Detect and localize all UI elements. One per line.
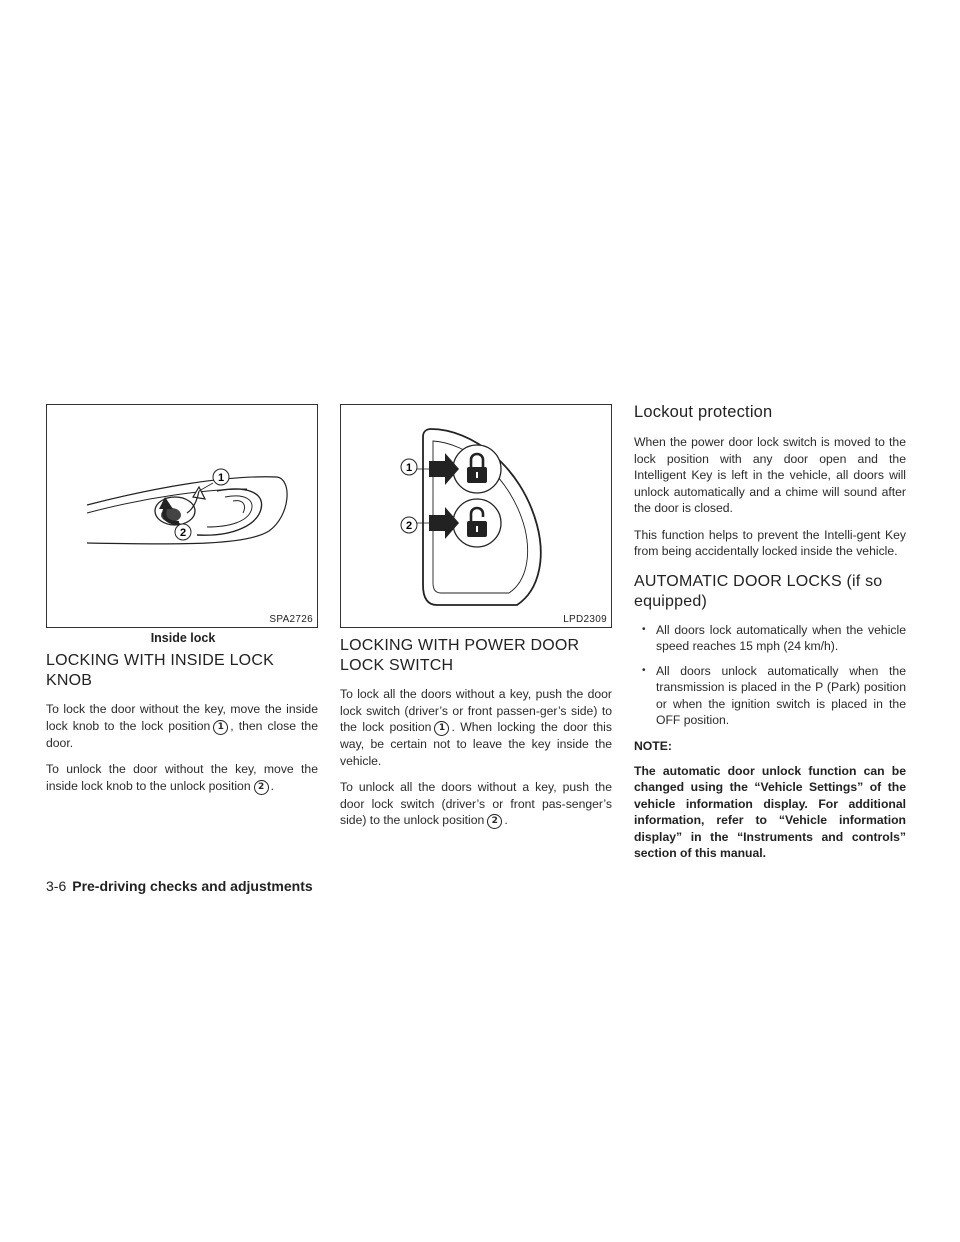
section-title: Pre-driving checks and adjustments: [72, 878, 313, 894]
paragraph-lock-inside: To lock the door without the key, move the inside lock knob to the lock position 1 , then close the door.: [46, 702, 318, 750]
page-number: 3-6: [46, 878, 67, 894]
figure-label-2: 2: [179, 527, 187, 539]
page-footer: [46, 878, 313, 894]
heading-lockout-protection: Lockout protection: [634, 403, 773, 421]
column-left: [46, 404, 318, 805]
position-marker-1: 1: [213, 720, 228, 735]
auto-lock-list: [634, 622, 906, 729]
position-marker-2: 2: [254, 780, 269, 795]
column-middle: [340, 404, 612, 839]
note-label: NOTE:: [634, 738, 672, 753]
paragraph-lockout-1: When the power door lock switch is moved to the lock position with any door open and the Intelligent Key is left in the vehicle, all doors will unlock automatically and a chime will sound after the door is closed.: [634, 435, 906, 515]
section-heading-inside-lock: LOCKING WITH INSIDE LOCK KNOB: [46, 652, 274, 689]
position-marker-1: 1: [434, 721, 449, 736]
list-item: • All doors unlock automatically when the transmission is placed in the P (Park) position or when the ignition switch is placed in the OFF position.: [634, 663, 906, 729]
column-right: [634, 402, 906, 862]
list-item: • All doors lock automatically when the vehicle speed reaches 15 mph (24 km/h).: [634, 622, 906, 655]
figure-label-1: 1: [217, 472, 225, 484]
note-text: The automatic door unlock function can be changed using the “Vehicle Settings” of the vehicle information display. For additional information, refer to “Vehicle information display” in the “Instruments and controls” section of this manual.: [634, 763, 906, 860]
heading-automatic-door-locks: AUTOMATIC DOOR LOCKS (if so equipped): [634, 572, 883, 610]
section-heading-power-lock: LOCKING WITH POWER DOOR LOCK SWITCH: [340, 637, 580, 674]
paragraph-power-lock: To lock all the doors without a key, push the door lock switch (driver’s or front passen-ger’s side) to the lock position 1 . When locking the door this way, be certain not to leave the key inside the vehicle.: [340, 687, 612, 768]
position-marker-2: 2: [487, 814, 502, 829]
paragraph-lockout-2: This function helps to prevent the Intelli-gent Key from being accidentally locked inside the vehicle.: [634, 527, 906, 558]
figure-label-1: 1: [405, 462, 413, 474]
inside-lock-figure: [46, 404, 318, 628]
figure-caption: Inside lock: [150, 631, 216, 645]
figure-code: LPD2309: [563, 614, 607, 625]
figure-code: SPA2726: [269, 614, 313, 625]
figure-label-2: 2: [405, 520, 413, 532]
inside-lock-illustration: [47, 405, 317, 627]
power-lock-figure: [340, 404, 612, 628]
paragraph-unlock-inside: To unlock the door without the key, move the inside lock knob to the unlock position 2 .: [46, 762, 318, 793]
paragraph-power-unlock: To unlock all the doors without a key, push the door lock switch (driver’s or front pas-senger’s side) to the unlock position 2 .: [340, 780, 612, 827]
power-lock-switch-illustration: [341, 405, 611, 627]
